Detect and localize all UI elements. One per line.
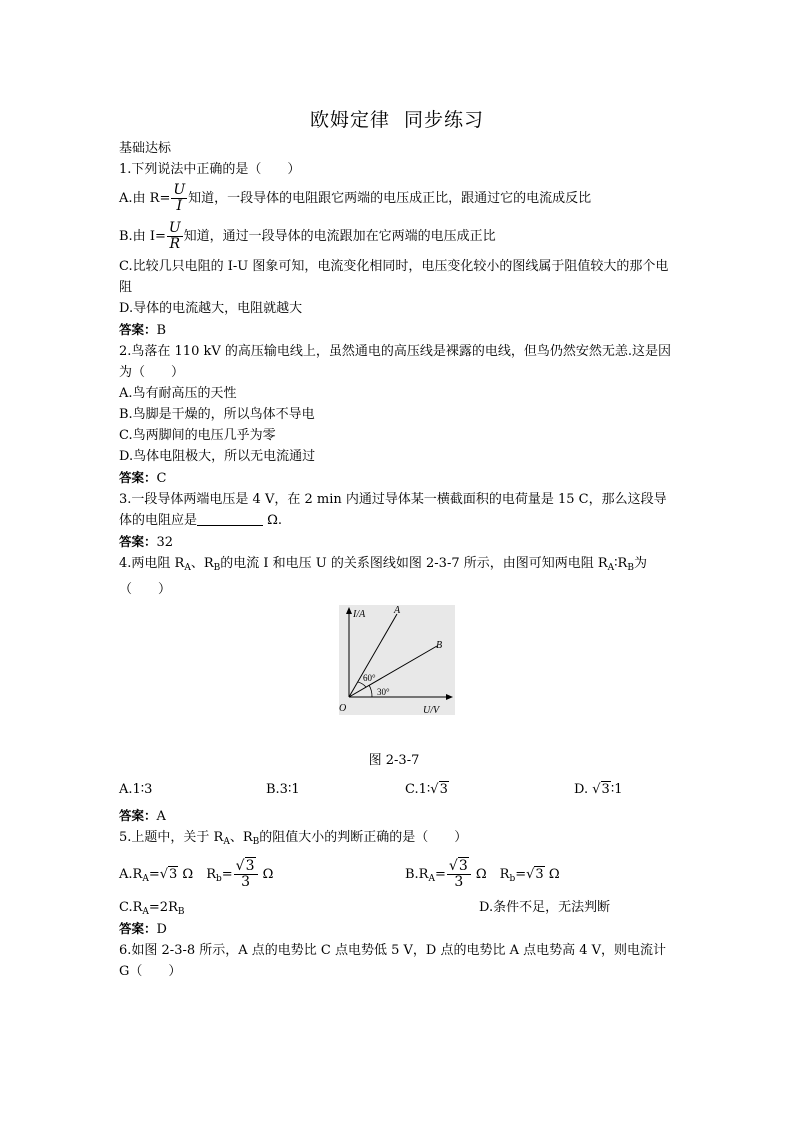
- q3-stem: 3.一段导体两端电压是 4 V，在 2 min 内通过导体某一横截面积的电荷量是 15 C，那么这段导体的电阻应是 Ω.: [119, 492, 667, 528]
- angle-60-label: 60°: [363, 673, 376, 683]
- q4-option-d: D. √3∶1: [574, 779, 622, 800]
- q4-option-b: B.3∶1: [266, 782, 300, 797]
- origin-label: O: [339, 703, 347, 714]
- q3-answer: 答案：32: [119, 534, 174, 550]
- q1-stem: 1.下列说法中正确的是（ ）: [119, 162, 301, 177]
- line-b-label: B: [436, 640, 443, 651]
- sqrt-icon: √3: [526, 867, 544, 882]
- q2-option-b: B.鸟脚是干燥的，所以鸟体不导电: [119, 407, 315, 422]
- sqrt-icon: √3: [448, 858, 468, 874]
- fraction-root3-over-3: $\frac{√3}{3}$: [447, 859, 471, 890]
- q1-answer: 答案：B: [119, 322, 167, 338]
- q5-stem: 5.上题中，关于 $R_A$、$R_B$的阻值大小的判断正确的是（ ）: [119, 830, 468, 847]
- section-heading: 基础达标: [119, 141, 172, 156]
- q2-answer: 答案：C: [119, 470, 167, 486]
- angle-30-label: 30°: [377, 687, 390, 697]
- title-part2: 同步练习: [404, 109, 485, 131]
- q6-stem: 6.如图 2-3-8 所示，A 点的电势比 C 点电势低 5 V，D 点的电势比 A 点电势高 4 V，则电流计 G（ ）: [119, 943, 667, 979]
- answer-blank: [197, 511, 263, 526]
- fraction-u-over-i: $\frac{U}{I}$: [173, 182, 186, 214]
- q2-option-d: D.鸟体电阻极大，所以无电流通过: [119, 449, 316, 464]
- page-title: [0, 105, 794, 132]
- q1-option-b: B.由 I= $\frac{U}{R}$ 知道，通过一段导体的电流跟加在它两端的电压成正比: [119, 220, 496, 252]
- line-a-label: A: [394, 605, 401, 616]
- q5-option-c: $C.R_A=2R_B$: [119, 900, 185, 917]
- content: [119, 138, 679, 982]
- figure-background: [339, 605, 455, 715]
- q4-option-a: A.1∶3: [119, 782, 153, 797]
- title-part1: 欧姆定律: [309, 109, 390, 131]
- q4-stem: 4.两电阻 $R_A$、$R_B$的电流 I 和电压 U 的关系图线如图 2-3-7 所示，由图可知两电阻 $R_A∶R_B$为（ ）: [119, 556, 647, 597]
- q1-option-c: C.比较几只电阻的 I-U 图象可知，电流变化相同时，电压变化较小的图线属于阻值较大的那个电阻: [119, 259, 669, 295]
- fraction-root3-over-3: $\frac{√3}{3}$: [234, 859, 258, 890]
- q5-options-ab: [119, 853, 679, 897]
- q4-option-c: C.1∶√3: [405, 779, 449, 800]
- q5-option-a: $A.R_A=√3$ Ω $R_b=$ $\frac{√3}{3}$ Ω: [119, 853, 273, 901]
- x-axis-label: U/V: [423, 705, 440, 715]
- q2-stem: 2.鸟落在 110 kV 的高压输电线上，虽然通电的高压线是裸露的电线，但鸟仍然安然无恙.这是因为（ ）: [119, 344, 672, 380]
- q2-option-c: C.鸟两脚间的电压几乎为零: [119, 428, 276, 443]
- q5-option-d: D.条件不足，无法判断: [479, 900, 611, 915]
- q1-option-d: D.导体的电流越大，电阻就越大: [119, 301, 303, 316]
- q2-option-a: A.鸟有耐高压的天性: [119, 386, 237, 401]
- figure-2-3-7: [119, 600, 679, 750]
- sqrt-icon: √3: [235, 858, 255, 874]
- sqrt-icon: √3: [430, 782, 448, 797]
- figure-caption: 图 2-3-7: [368, 753, 420, 768]
- iu-graph: [339, 605, 455, 715]
- q5-option-b: $B.R_A=$ $\frac{√3}{3}$ Ω $R_b=√3$ Ω: [405, 853, 560, 901]
- sqrt-icon: √3: [159, 867, 178, 882]
- q5-answer: 答案：D: [119, 921, 167, 937]
- q4-options: [119, 779, 679, 805]
- y-axis-label: I/A: [353, 609, 366, 620]
- sqrt-icon: √3: [592, 782, 610, 797]
- q5-options-cd: [119, 897, 679, 918]
- q1-option-a: A.由 R= $\frac{U}{I}$ 知道，一段导体的电阻跟它两端的电压成正比，跟通过它的电流成反比: [119, 182, 592, 214]
- fraction-u-over-r: $\frac{U}{R}$: [168, 220, 181, 252]
- q4-answer: 答案：A: [119, 808, 166, 824]
